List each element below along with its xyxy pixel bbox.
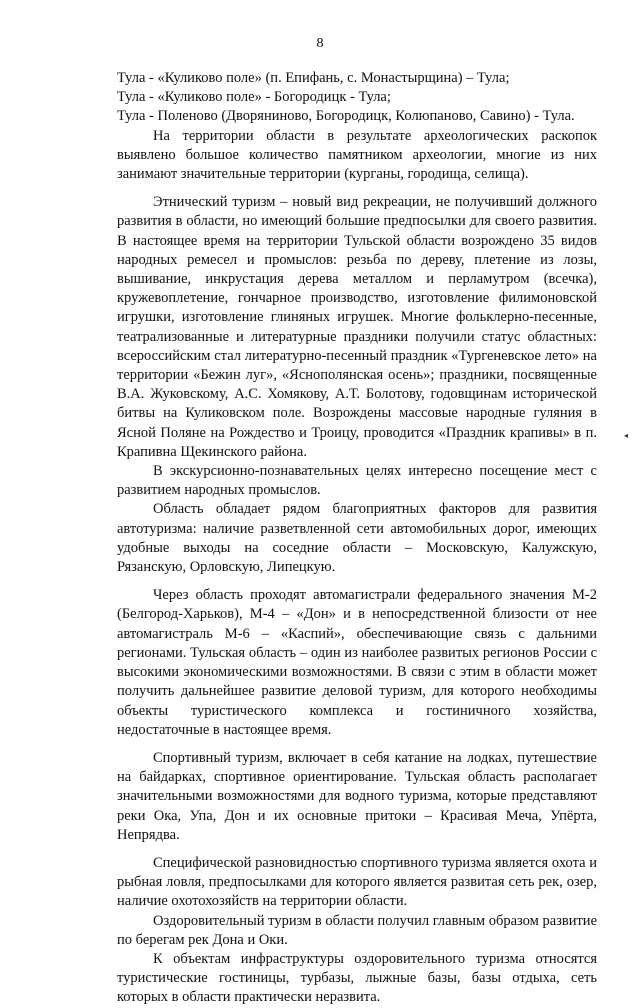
route-line: Тула - Поленово (Дворяниново, Богородицк, Колюпаново, Савино) - Тула. (117, 108, 575, 125)
paragraph-excursion: В экскурсионно-познавательных целях интересно посещение мест с развитием народных промыслов. (117, 463, 597, 499)
route-line: Тула - «Куликово поле» - Богородицк - Тула; (117, 89, 391, 106)
page-number: 8 (316, 36, 324, 51)
margin-mark: ◂ (624, 431, 629, 440)
paragraph-sport-tourism: Спортивный туризм, включает в себя катание на лодках, путешествие на байдарках, спортивное ориентирование. Тульская область располагает значительными возможностями для водного туризма, которые представляют реки Ока, Упа, Дон и их основные притоки – Красивая Меча, Упёрта, Непрядва. (117, 749, 597, 843)
paragraph-infrastructure: К объектам инфраструктуры оздоровительного туризма относятся туристические гостиницы, турбазы, лыжные базы, базы отдыха, сеть которых в области практически неразвита. (117, 950, 597, 1006)
paragraph-ethnic-tourism: Этнический туризм – новый вид рекреации, не получивший должного развития в области, но имеющий большие предпосылки для своего развития. В настоящее время на территории Тульской области возрождено 35 видов народных ремесел и промыслов: резьба по дереву, плетение из лозы, вышивание, инкрустация дерева металлом и перламутром (всечка), кружевоплетение, гончарное производство, изготовление филимоновской игрушки, изготовление глиняных игрушек. Многие фольклерно-песенные, театрализованные и литературные праздники получили статус областных: всероссийским стал литературно-песенный праздник «Тургеневское лето» на территории «Бежин луг», «Яснополянская осень»; праздники, посвященные В.А. Жуковскому, А.С. Хомякову, А.Т. Болотову, годовщинам исторической битвы на Куликовском поле. Возрождены массовые народные гуляния в Ясной Поляне на Рождество и Троицу, проводится «Праздник крапивы» в п. Крапивна Щекинского района. (117, 194, 597, 460)
paragraph-highways: Через область проходят автомагистрали федерального значения М-2 (Белгород-Харьков), М-4 – «Дон» и в непосредственной близости от нее автомагистраль М-6 – «Каспий», обеспечивающие связь с дальними регионами. Тульская область – один из наиболее развитых регионов России с высокими экономическими возможностями. В связи с этим в области может получить дальнейшее развитие деловой туризм, для которого необходимы объекты туристического комплекса и гостиничного хозяйства, недостаточные в настоящее время. (117, 587, 597, 738)
paragraph-health-tourism: Оздоровительный туризм в области получил главным образом развитие по берегам рек Дона и Оки. (117, 912, 598, 948)
route-line: Тула - «Куликово поле» (п. Епифань, с. Монастырщина) – Тула; (117, 70, 510, 86)
document-body (117, 69, 597, 1008)
paragraph-autotourism: Область обладает рядом благоприятных факторов для развития автотуризма: наличие разветвленной сети автомобильных дорог, имеющих удобные выходы на соседние области – Московскую, Калужскую, Рязанскую, Орловскую, Липецкую. (117, 501, 597, 576)
paragraph-hunting-fishing: Специфической разновидностью спортивного туризма является охота и рыбная ловля, предпосылками для которого является развитая сеть рек, озер, наличие охотохозяйств на территории области. (117, 854, 597, 910)
paragraph-archaeology: На территории области в результате археологических раскопок выявлено большое количество памятником археологии, многие из них занимают значительные территории (курганы, городища, селища). (117, 127, 597, 183)
